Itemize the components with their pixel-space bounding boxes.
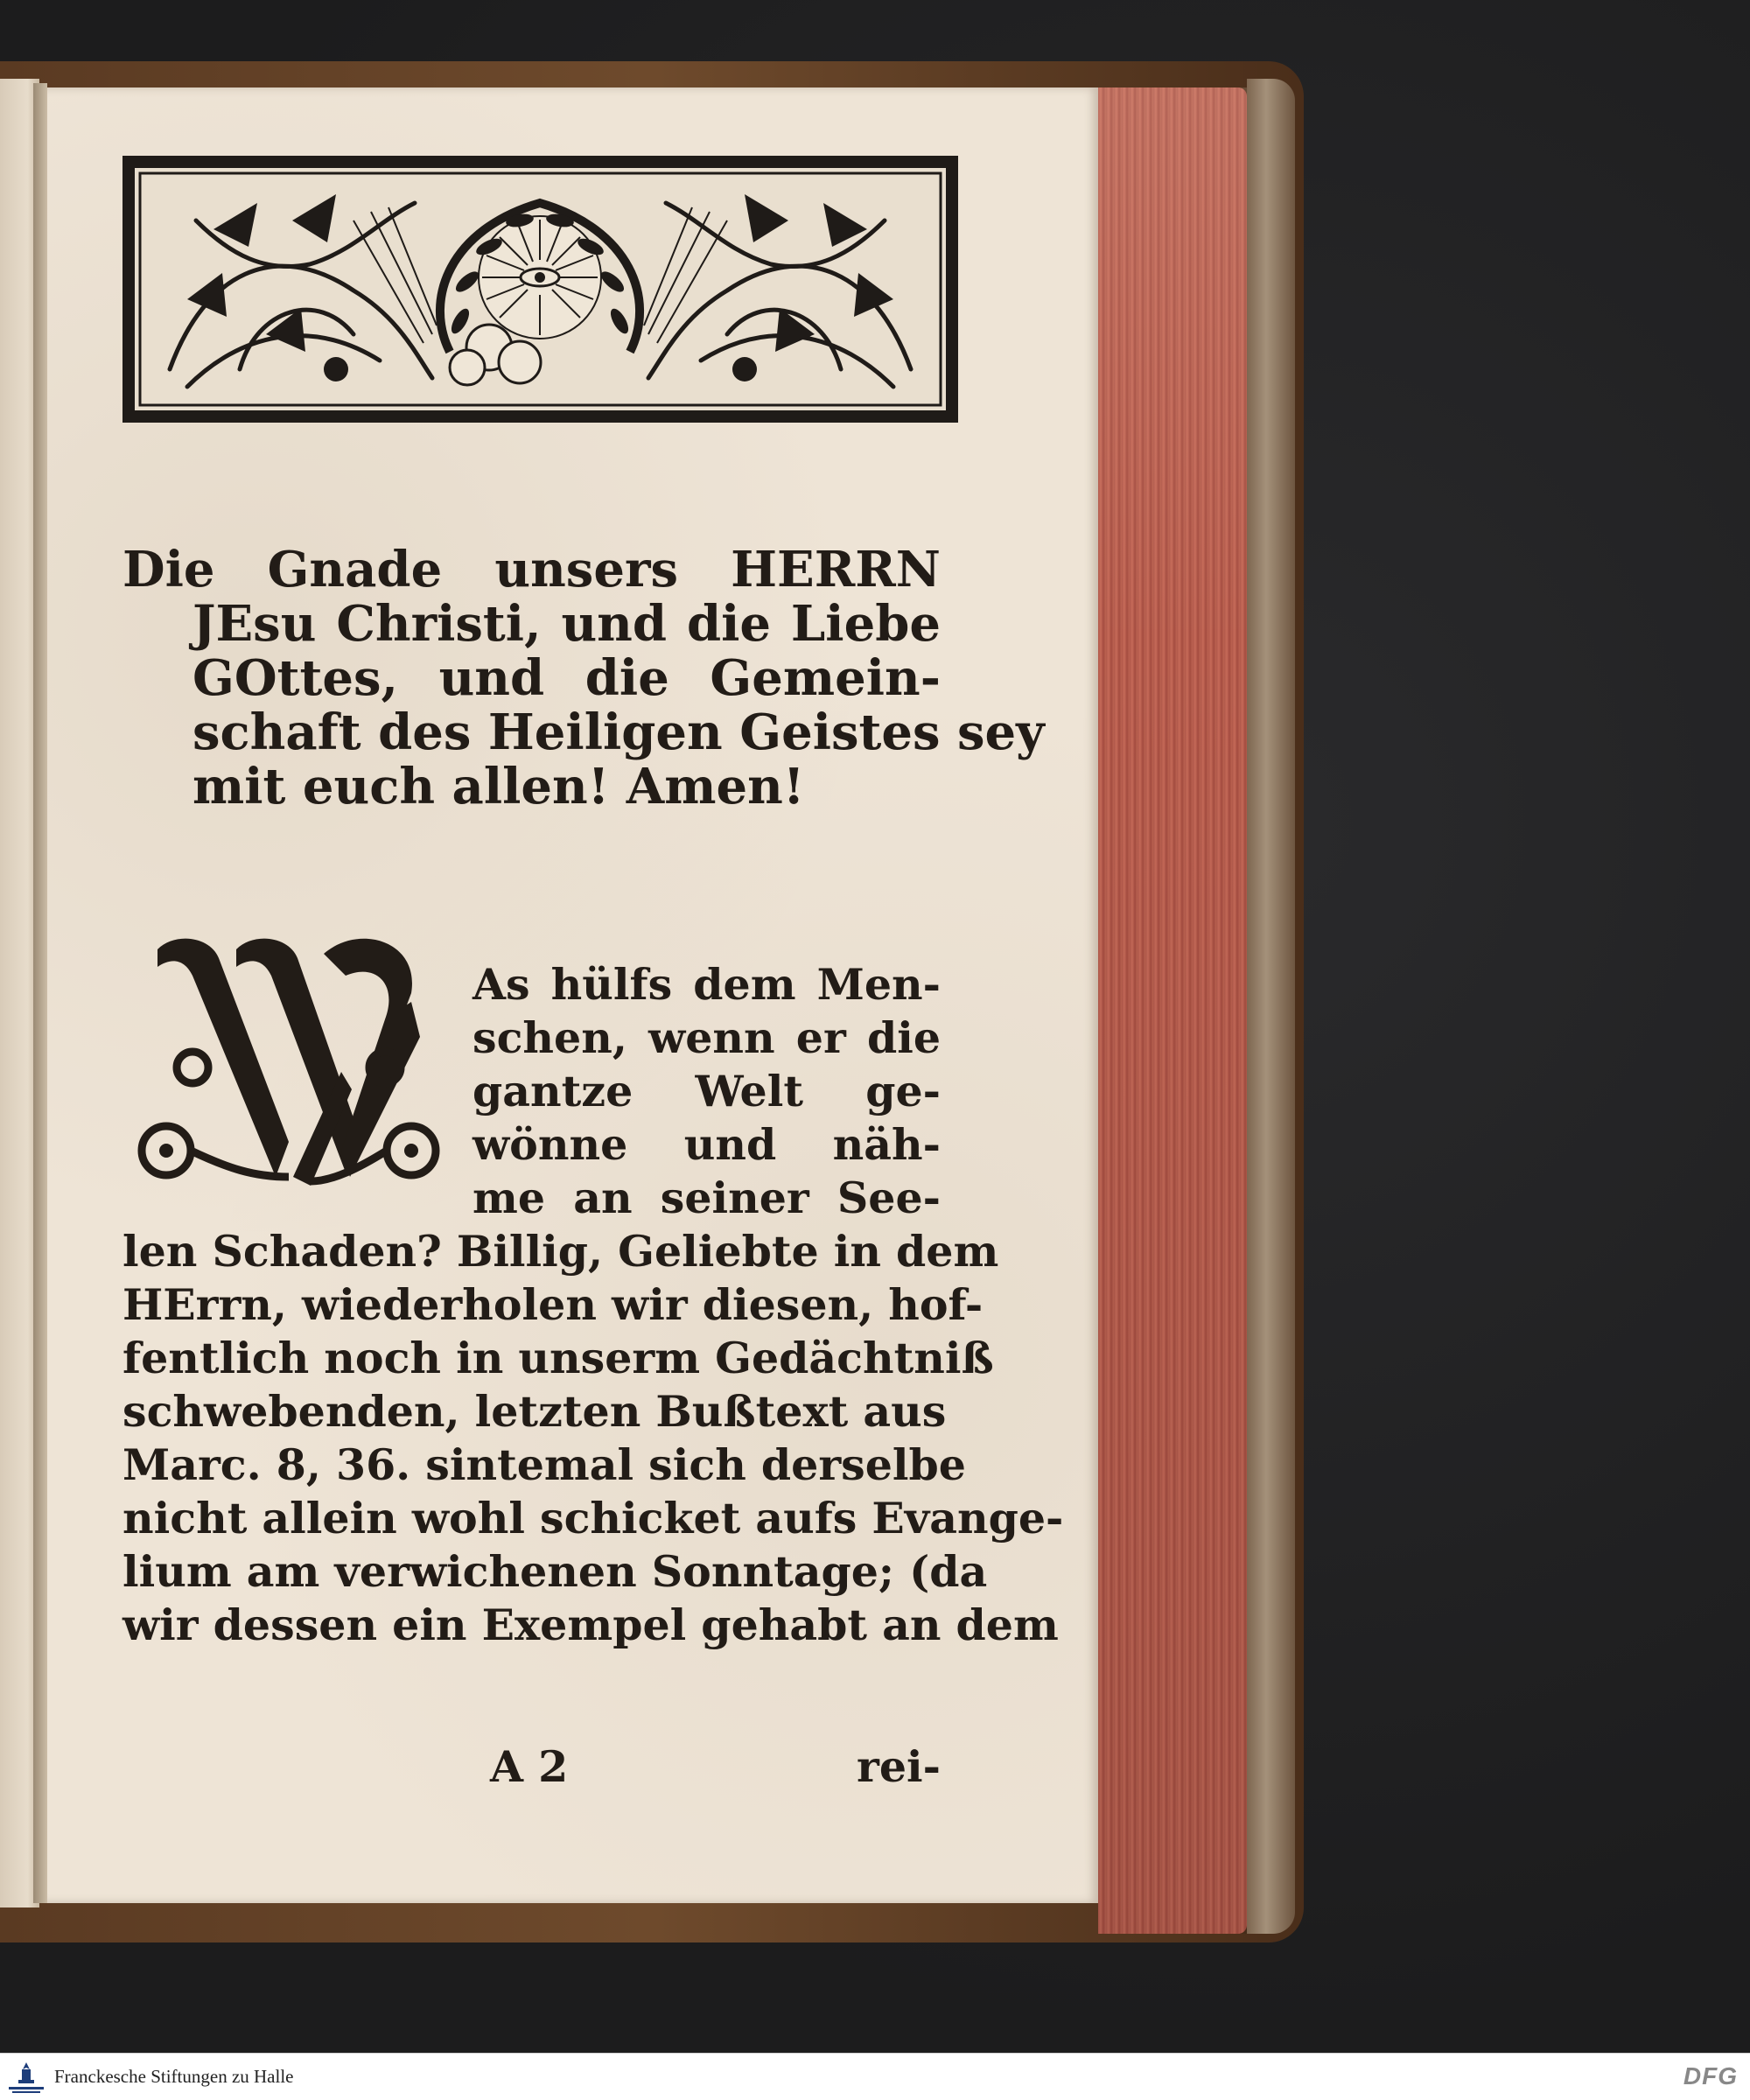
text-line: wir dessen ein Exempel gehabt an dem [122, 1600, 1059, 1650]
text-line: HErrn, wiederholen wir diesen, hof- [122, 1279, 984, 1330]
blessing-line: schaft des Heiligen Geistes sey [192, 704, 1045, 761]
signature-mark: A 2 [490, 1741, 569, 1792]
text-line: lium am verwichenen Sonntage; (da [122, 1546, 988, 1597]
opening-blessing [122, 541, 1045, 816]
text-line: schen, wenn er die [472, 1012, 941, 1063]
text-line: len Schaden? Billig, Geliebte in dem [122, 1226, 999, 1277]
sermon-body [122, 958, 1064, 1652]
text-line: As hülfs dem Men- [472, 959, 941, 1010]
blessing-line: JEsu Christi, und die Liebe [192, 595, 941, 653]
text-line: Marc. 8, 36. sintemal sich derselbe [122, 1439, 966, 1490]
woodcut-ornament [122, 156, 958, 423]
francke-logo-icon[interactable] [7, 2059, 46, 2096]
blessing-line: Die Gnade unsers HERRN [122, 541, 941, 598]
page-fore-edge [1098, 88, 1247, 1934]
text-line: gantze Welt ge- [472, 1066, 941, 1116]
catchword: rei- [857, 1741, 941, 1792]
page-gutter [33, 83, 47, 1903]
text-line: schwebenden, letzten Bußtext aus [122, 1386, 947, 1437]
page-footer [122, 1741, 941, 1794]
text-line: nicht allein wohl schicket aufs Evange- [122, 1493, 1064, 1544]
text-line: me an seiner See- [472, 1172, 941, 1223]
dfg-logo[interactable]: DFG [1683, 2062, 1738, 2090]
viewer-footer [0, 2053, 1750, 2100]
ornament-foliage-icon [135, 168, 946, 410]
institution-name[interactable]: Franckesche Stiftungen zu Halle [54, 2066, 294, 2087]
blessing-line: GOttes, und die Gemein- [192, 649, 941, 707]
text-line: wönne und näh- [472, 1119, 941, 1170]
blessing-line: mit euch allen! Amen! [192, 758, 805, 816]
cover-edge [1247, 79, 1295, 1934]
text-line: fentlich noch in unserm Gedächtniß [122, 1333, 994, 1383]
